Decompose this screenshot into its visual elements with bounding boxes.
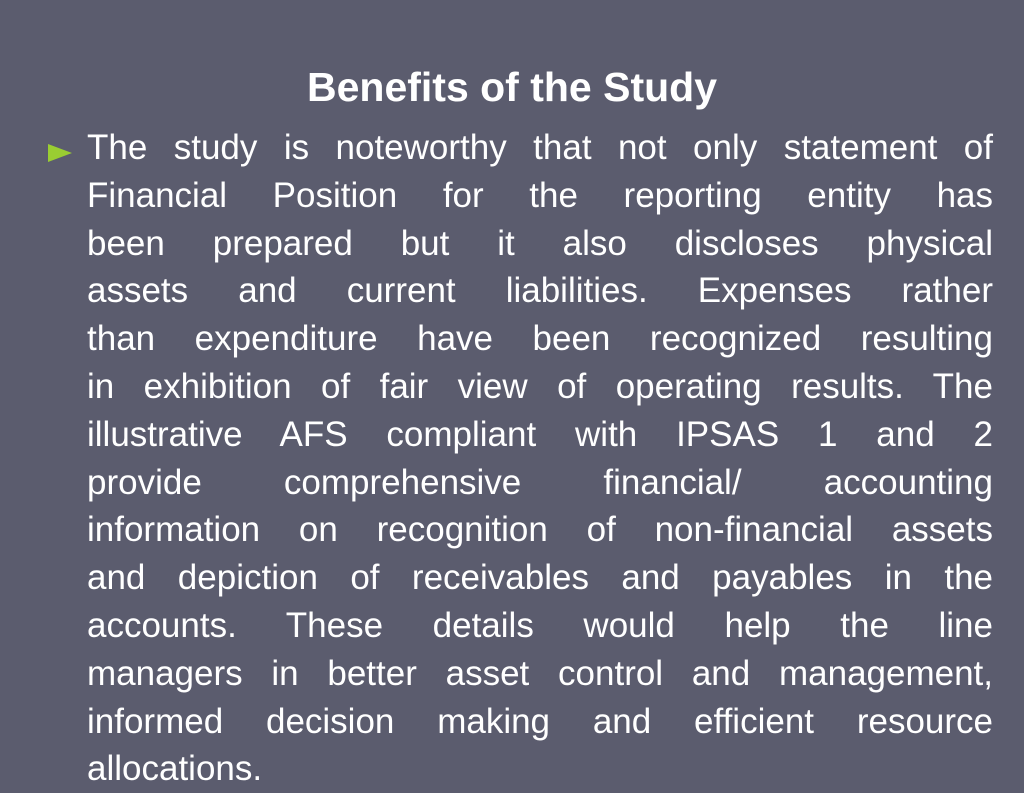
paragraph-line: Financial Position for the reporting entity has (87, 175, 993, 215)
bullet-paragraph (87, 124, 993, 793)
paragraph-line: accounts. These details would help the line (87, 605, 993, 645)
paragraph-line: The study is noteworthy that not only statement of (87, 128, 993, 167)
paragraph-line: illustrative AFS compliant with IPSAS 1 and 2 (87, 414, 993, 454)
paragraph-line: in exhibition of fair view of operating results. The (87, 366, 993, 406)
slide-title: Benefits of the Study (306, 64, 718, 110)
paragraph-line: provide comprehensive financial/ accounting (87, 462, 993, 502)
paragraph-line: informed decision making and efficient resource (87, 701, 993, 741)
paragraph-line: and depiction of receivables and payables in the (87, 558, 993, 598)
right-triangle-bullet-icon (46, 138, 74, 168)
paragraph-line: been prepared but it also discloses physical (87, 223, 993, 263)
paragraph-line: than expenditure have been recognized resulting (87, 319, 993, 359)
paragraph-line: managers in better asset control and management, (87, 653, 993, 693)
paragraph-line: assets and current liabilities. Expenses rather (87, 271, 993, 311)
paragraph-line: information on recognition of non-financial assets (87, 510, 993, 550)
paragraph-line: allocations. (87, 749, 263, 789)
